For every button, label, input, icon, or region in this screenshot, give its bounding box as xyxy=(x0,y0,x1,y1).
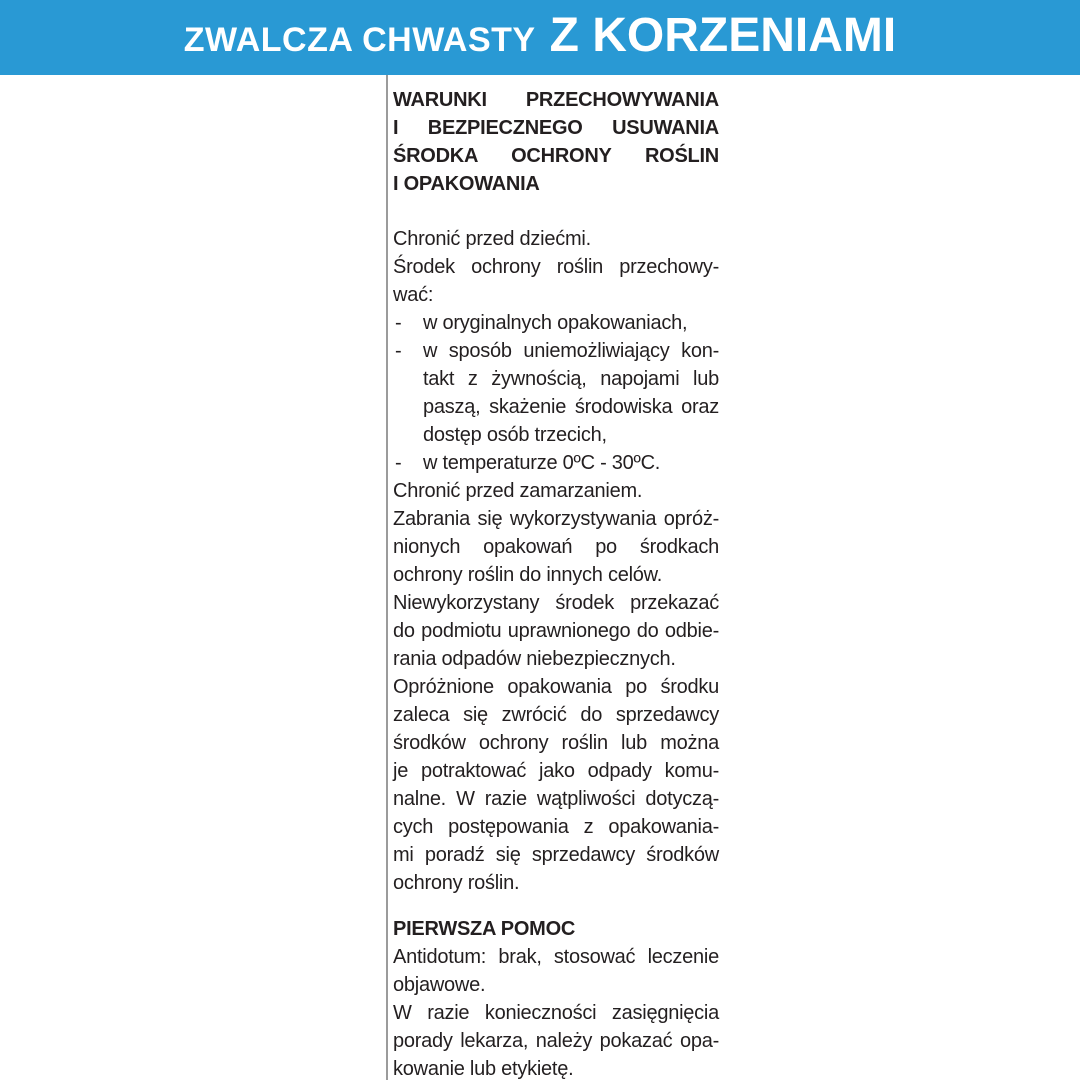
header-banner xyxy=(0,0,1080,75)
list-item xyxy=(393,309,719,337)
text-line: w temperaturze 0ºC - 30ºC. xyxy=(423,452,661,474)
text-line: I BEZPIECZNEGO USUWANIA xyxy=(393,117,719,139)
text-line: PIERWSZA POMOC xyxy=(393,918,576,940)
text-line: Opróżnione opakowania po środku xyxy=(393,676,719,698)
list-item xyxy=(393,337,719,449)
text-paragraph xyxy=(393,673,719,897)
section-heading xyxy=(393,915,719,943)
text-line: zaleca się zwrócić do sprzedawcy xyxy=(393,704,719,726)
text-line: w sposób uniemożliwiający kon- xyxy=(423,340,719,362)
text-paragraph xyxy=(393,225,719,253)
text-paragraph xyxy=(393,589,719,673)
section-heading xyxy=(393,86,719,198)
text-line: je potraktować jako odpady komu- xyxy=(393,760,719,782)
text-line: wać: xyxy=(393,284,434,306)
text-line: ochrony roślin. xyxy=(393,872,520,894)
dash-bullet: - xyxy=(395,312,402,334)
text-line: cych postępowania z opakowania- xyxy=(393,816,719,838)
text-line: mi poradź się sprzedawcy środków xyxy=(393,844,719,866)
banner-title-large: Z KORZENIAMI xyxy=(549,9,897,62)
text-line: porady lekarza, należy pokazać opa- xyxy=(393,1030,719,1052)
text-line: Antidotum: brak, stosować leczenie xyxy=(393,946,719,968)
text-line: Zabrania się wykorzystywania opróż- xyxy=(393,508,719,530)
text-line: I OPAKOWANIA xyxy=(393,173,540,195)
text-line: środków ochrony roślin lub można xyxy=(393,732,719,754)
banner-title xyxy=(184,8,897,67)
text-line: objawowe. xyxy=(393,974,486,996)
text-paragraph xyxy=(393,253,719,309)
text-line: ochrony roślin do innych celów. xyxy=(393,564,663,586)
text-paragraph xyxy=(393,943,719,999)
text-line: Chronić przed zamarzaniem. xyxy=(393,480,643,502)
dash-bullet: - xyxy=(395,340,402,362)
text-line: takt z żywnością, napojami lub xyxy=(423,368,719,390)
vertical-divider-line xyxy=(386,75,388,1080)
text-line: w oryginalnych opakowaniach, xyxy=(423,312,688,334)
dash-bullet: - xyxy=(395,452,402,474)
banner-title-small: ZWALCZA CHWASTY xyxy=(183,21,536,59)
text-line: Środek ochrony roślin przechowy- xyxy=(393,256,719,278)
text-line: W razie konieczności zasięgnięcia xyxy=(393,1002,719,1024)
text-paragraph xyxy=(393,999,719,1080)
text-line: kowanie lub etykietę. xyxy=(393,1058,574,1080)
text-paragraph xyxy=(393,505,719,589)
label-text-column xyxy=(393,86,719,1080)
text-line: paszą, skażenie środowiska oraz xyxy=(423,396,719,418)
text-line: do podmiotu uprawnionego do odbie- xyxy=(393,620,719,642)
text-line: dostęp osób trzecich, xyxy=(423,424,607,446)
text-line: ŚRODKA OCHRONY ROŚLIN xyxy=(393,145,719,167)
text-paragraph xyxy=(393,477,719,505)
list-item xyxy=(393,449,719,477)
text-line: WARUNKI PRZECHOWYWANIA xyxy=(393,89,719,111)
text-line: Chronić przed dziećmi. xyxy=(393,228,591,250)
text-line: nalne. W razie wątpliwości dotyczą- xyxy=(393,788,719,810)
text-line: nionych opakowań po środkach xyxy=(393,536,719,558)
text-line: rania odpadów niebezpiecznych. xyxy=(393,648,676,670)
text-line: Niewykorzystany środek przekazać xyxy=(393,592,719,614)
